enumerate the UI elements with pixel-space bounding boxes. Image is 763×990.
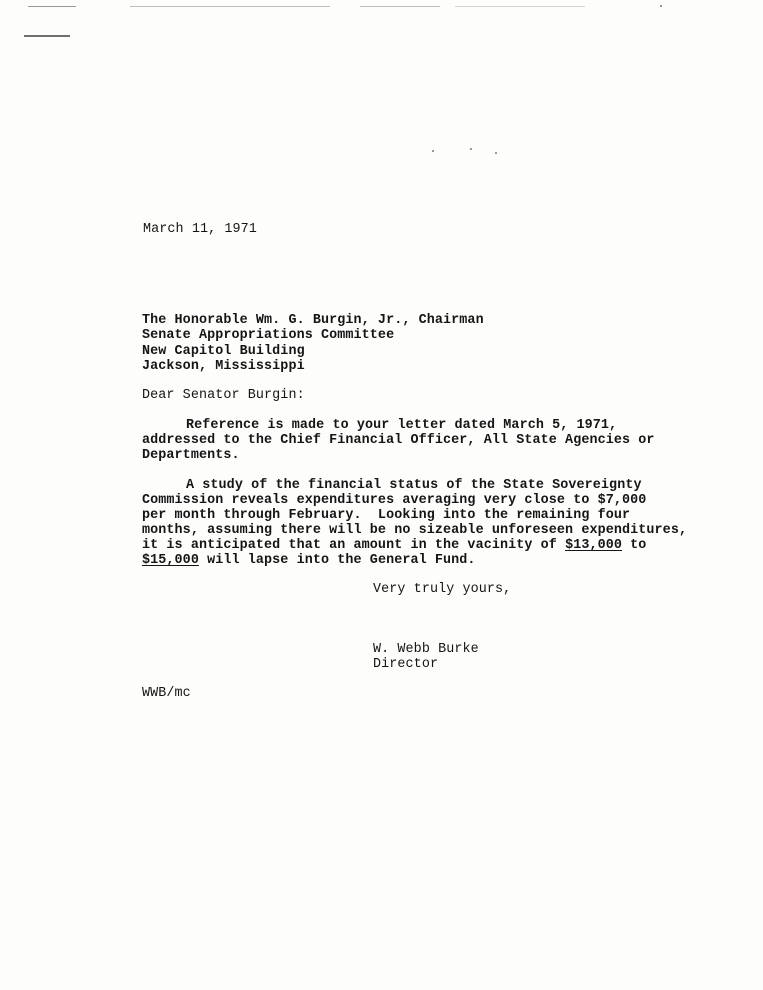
closing: Very truly yours, [373, 582, 512, 597]
signer-name: W. Webb Burke [373, 642, 479, 657]
recipient-line-2: Senate Appropriations Committee [142, 328, 395, 343]
paragraph-2-line [142, 553, 476, 569]
scan-speck [470, 148, 472, 150]
letter-date: March 11, 1971 [143, 222, 257, 237]
amount-text: it is anticipated that an amount in the vacinity of [142, 538, 566, 553]
paragraph-2-line: months, assuming there will be no sizeable unforeseen expenditures, [142, 523, 688, 538]
paragraph-1-line: Reference is made to your letter dated March 5, 1971, [186, 418, 618, 433]
amount-low: $13,000 [565, 538, 623, 553]
scan-mark [130, 6, 330, 7]
reference-initials: WWB/mc [142, 686, 191, 701]
salutation: Dear Senator Burgin: [142, 388, 305, 403]
paragraph-1-line: addressed to the Chief Financial Officer, All State Agencies or [142, 433, 655, 448]
scan-speck [495, 152, 497, 154]
paragraph-2-line: per month through February. Looking into the remaining four [142, 508, 631, 523]
signer-title: Director [373, 657, 439, 672]
recipient-line-4: Jackson, Mississippi [142, 359, 305, 374]
paragraph-1-line: Departments. [142, 448, 240, 463]
recipient-line-1: The Honorable Wm. G. Burgin, Jr., Chairman [142, 313, 484, 328]
recipient-line-3: New Capitol Building [142, 344, 305, 359]
scan-mark [28, 6, 76, 7]
amount-text: will lapse into the General Fund. [198, 553, 476, 568]
scan-mark [455, 6, 585, 7]
scan-mark [24, 35, 70, 37]
scan-speck [432, 150, 434, 152]
scan-mark [360, 6, 440, 7]
paragraph-2-line [142, 538, 646, 554]
scan-speck [660, 5, 662, 7]
paragraph-2-line: Commission reveals expenditures averaging very close to $7,000 [142, 493, 647, 508]
amount-text: to [622, 538, 647, 553]
paragraph-2-line: A study of the financial status of the State Sovereignty [186, 478, 642, 493]
amount-high: $15,000 [142, 553, 199, 568]
